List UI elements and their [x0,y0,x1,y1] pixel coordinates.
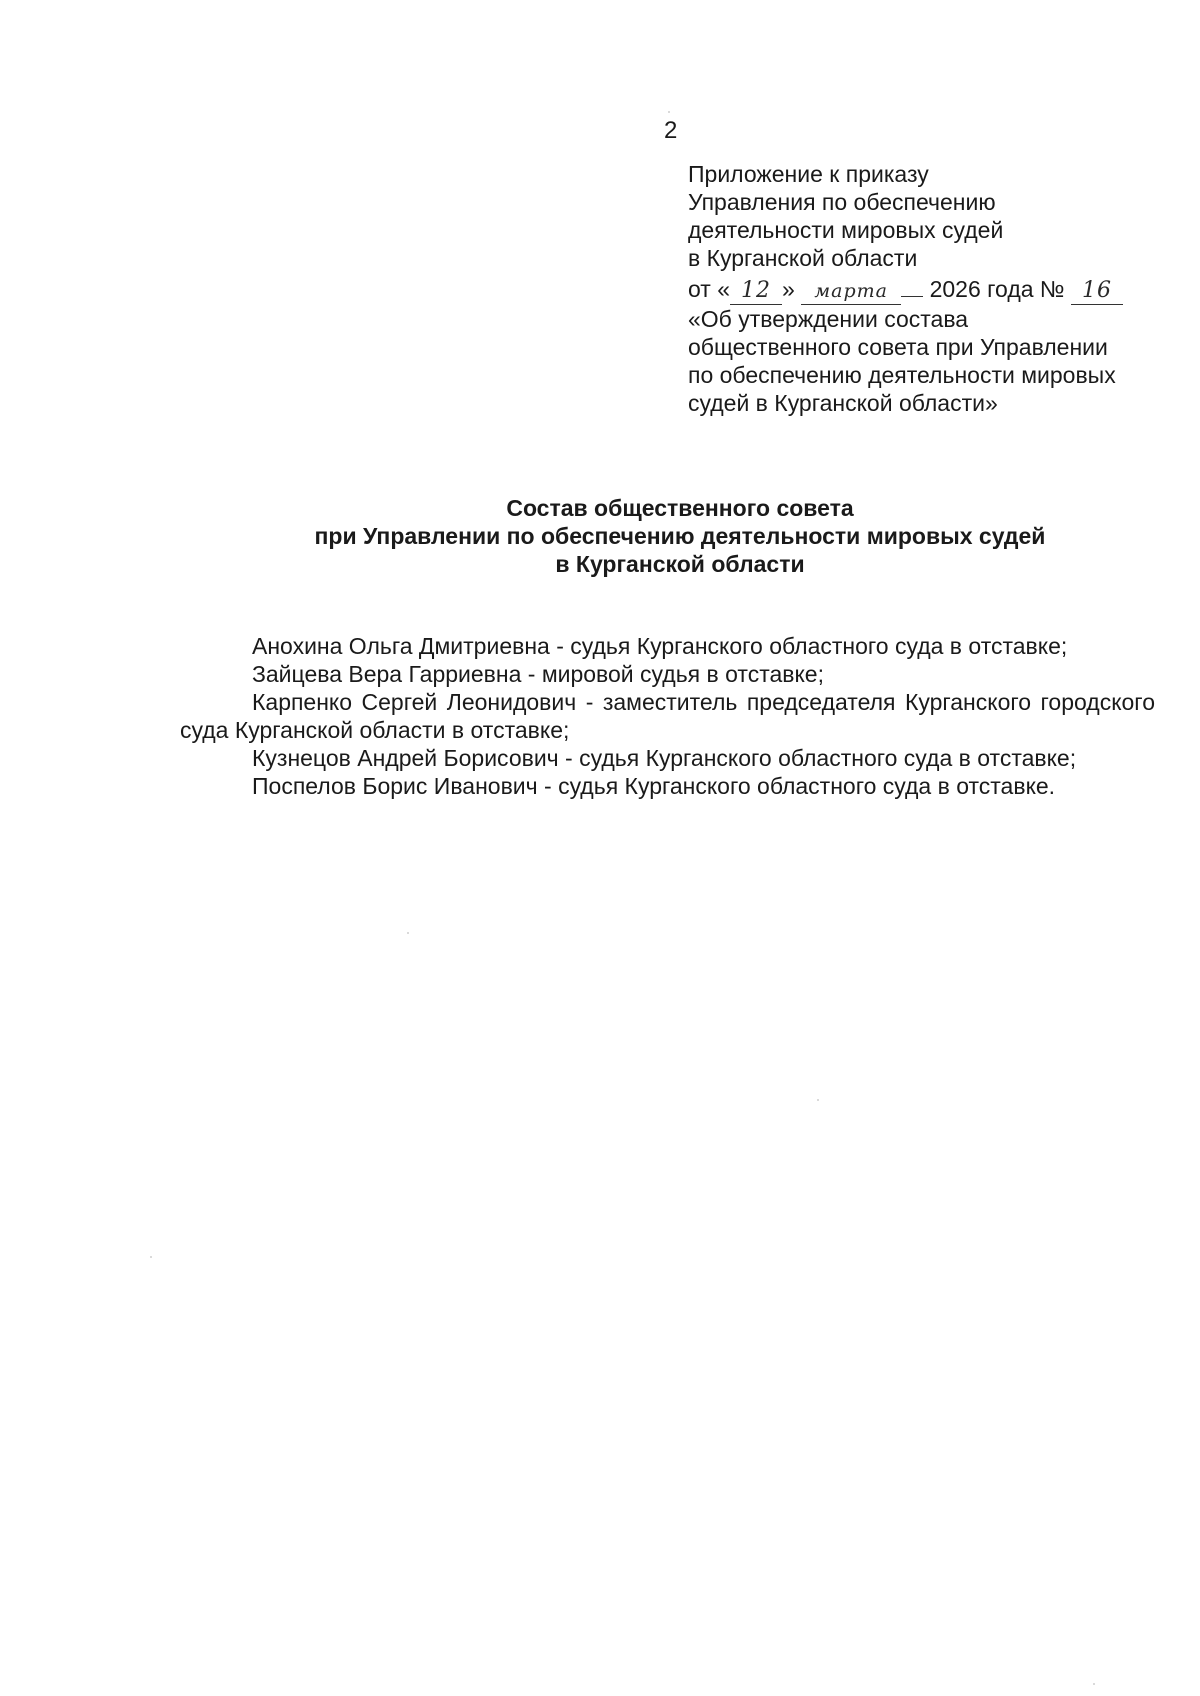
council-member: Зайцева Вера Гарриевна - мировой судья в отставке; [252,661,824,687]
council-member: Карпенко Сергей Леонидович - заместитель председателя Курганского городского суда Курганской области в отставке; [180,689,1155,743]
council-members-list [180,632,1155,800]
council-member: Анохина Ольга Дмитриевна - судья Курганского областного суда в отставке; [252,633,1068,659]
page-number: 2 [664,117,678,144]
month-underline [901,272,923,297]
appendix-line-4: в Курганской области [688,245,918,271]
scan-speck [817,1099,819,1101]
handwritten-day: 12 [730,280,782,305]
date-year-text: 2026 года № [923,276,1071,302]
council-member: Кузнецов Андрей Борисович - судья Курганского областного суда в отставке; [252,745,1077,771]
handwritten-month: марта [801,280,901,305]
appendix-subject-line-3: по обеспечению деятельности мировых [688,362,1116,388]
appendix-line-1: Приложение к приказу [688,161,929,187]
scan-speck [407,932,409,934]
appendix-subject-line-1: «Об утверждении состава [688,306,969,332]
appendix-subject-line-2: общественного совета при Управлении [688,334,1108,360]
scan-speck [1093,1683,1095,1685]
appendix-line-3: деятельности мировых судей [688,217,1004,243]
date-mid: » [782,276,795,302]
title-line-3: в Курганской области [555,551,805,577]
title-line-1: Состав общественного совета [506,495,854,521]
date-prefix: от « [688,276,731,302]
appendix-subject-line-4: судей в Курганской области» [688,390,998,416]
council-member: Поспелов Борис Иванович - судья Курганского областного суда в отставке. [252,773,1056,799]
appendix-date-line [688,272,1188,305]
appendix-line-2: Управления по обеспечению [688,189,996,215]
scan-speck [668,111,670,113]
scan-speck [150,1256,152,1258]
appendix-header [688,160,1188,417]
handwritten-order-number: 16 [1071,280,1123,305]
title-line-2: при Управлении по обеспечению деятельности мировых судей [314,523,1046,549]
document-title [180,494,1180,578]
